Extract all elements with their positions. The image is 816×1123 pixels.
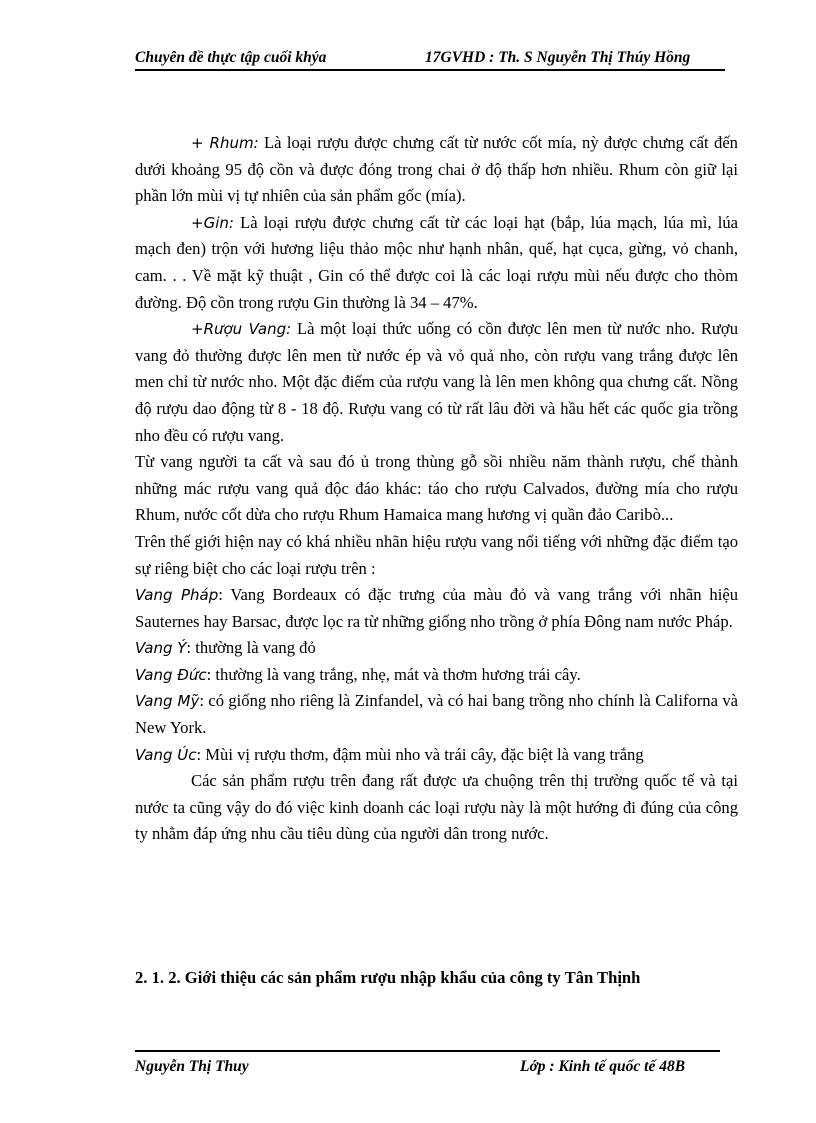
- paragraph-vang-y: [135, 635, 738, 662]
- footer-author: Nguyễn Thị Thuy: [135, 1058, 249, 1075]
- header-title: Chuyên đề thực tập cuối khýa: [135, 49, 327, 66]
- paragraph-text: : Mùi vị rượu thơm, đậm mùi nho và trái cây, đặc biệt là vang trắng: [196, 744, 644, 764]
- body-text: [135, 130, 738, 848]
- paragraph-tu-vang: [135, 449, 738, 529]
- term-label: + Rhum:: [191, 134, 259, 152]
- paragraph-text: : thường là vang trắng, nhẹ, mát và thơm hương trái cây.: [206, 664, 581, 684]
- term-label: Vang Mỹ: [135, 692, 200, 711]
- paragraph-text: Các sản phẩm rượu trên đang rất được ưa chuộng trên thị trường quốc tế và tại nước ta cũng vậy do đó việc kinh doanh các loại rượu này là một hướng đi đúng của công ty nhằm đáp ứng nhu cầu tiêu dùng của người dân trong nước.: [135, 771, 738, 844]
- paragraph-text: Từ vang người ta cất và sau đó ủ trong thùng gỗ sồi nhiều năm thành rượu, chế thành những mác rượu vang quả độc đáo khác: táo cho rượu Calvados, đường mía cho rượu Rhum, nước cốt dừa cho rượu Rhum Hamaica mang hương vị quần đảo Caribò...: [135, 452, 738, 525]
- paragraph-text: : thường là vang đỏ: [186, 638, 316, 658]
- page-footer: [135, 1050, 720, 1076]
- paragraph-vang-duc: [135, 662, 738, 689]
- paragraph-tren-the-gioi: [135, 529, 738, 582]
- paragraph-conclusion: [135, 768, 738, 848]
- paragraph-rhum: [135, 130, 738, 210]
- paragraph-text: : có giống nho riêng là Zinfandel, và có hai bang trồng nho chính là Californa và New York.: [135, 691, 738, 738]
- term-label: +Gin:: [191, 213, 234, 232]
- paragraph-vang-phap: [135, 582, 738, 635]
- section-heading: 2. 1. 2. Giới thiệu các sản phẩm rượu nhập khẩu của công ty Tân Thịnh: [135, 968, 641, 987]
- term-label: Vang Úc: [135, 745, 197, 764]
- paragraph-gin: [135, 210, 738, 316]
- paragraph-vang-uc: [135, 742, 738, 769]
- paragraph-vang-my: [135, 688, 738, 741]
- page-header: [135, 47, 725, 71]
- paragraph-text: Là loại rượu được chưng cất từ nước cốt mía, nỳ được chưng cất đến dưới khoảng 95 độ cồn và được đóng trong chai ở độ thấp hơn nhiều. Rhum còn giữ lại phần lớn mùi vị tự nhiên của sản phẩm gốc (mía).: [135, 133, 738, 206]
- paragraph-text: Là loại rượu được chưng cất từ các loại hạt (bắp, lúa mạch, lúa mì, lúa mạch đen) trộn với hương liệu thảo mộc như hạnh nhân, quế, hạt cụca, gừng, vỏ chanh, cam. . . Về mặt kỹ thuật , Gin có thể được coi là các loại rượu mùi nếu được cho thòm đường. Độ cồn trong rượu Gin thường là 34 – 47%.: [135, 212, 738, 312]
- paragraph-text: : Vang Bordeaux có đặc trưng của màu đỏ và vang trắng với nhãn hiệu Sauternes hay Barsac, được lọc ra từ những giống nho trồng ở phía Đông nam nước Pháp.: [135, 585, 738, 631]
- paragraph-ruou-vang: [135, 316, 738, 449]
- header-advisor: 17GVHD : Th. S Nguyễn Thị Thúy Hồng: [425, 49, 691, 66]
- term-label: +Rượu Vang:: [191, 320, 292, 339]
- term-label: Vang Ý: [135, 639, 187, 658]
- term-label: Vang Đức: [135, 665, 207, 684]
- paragraph-text: Trên thế giới hiện nay có khá nhiều nhãn hiệu rượu vang nổi tiếng với những đặc điểm tạo sự riêng biệt cho các loại rượu trên :: [135, 531, 738, 578]
- term-label: Vang Pháp: [135, 586, 219, 605]
- footer-class: Lớp : Kinh tế quốc tế 48B: [520, 1058, 686, 1075]
- paragraph-text: Là một loại thức uống có cồn được lên men từ nước nho. Rượu vang đỏ thường được lên men từ nước ép và vỏ quả nho, còn rượu vang trắng được lên men chỉ từ nước nho. Một đặc điểm của rượu vang là lên men không qua chưng cất. Nồng độ rượu dao động từ 8 - 18 độ. Rượu vang có từ rất lâu đời và hầu hết các quốc gia trồng nho đều có rượu vang.: [135, 319, 738, 445]
